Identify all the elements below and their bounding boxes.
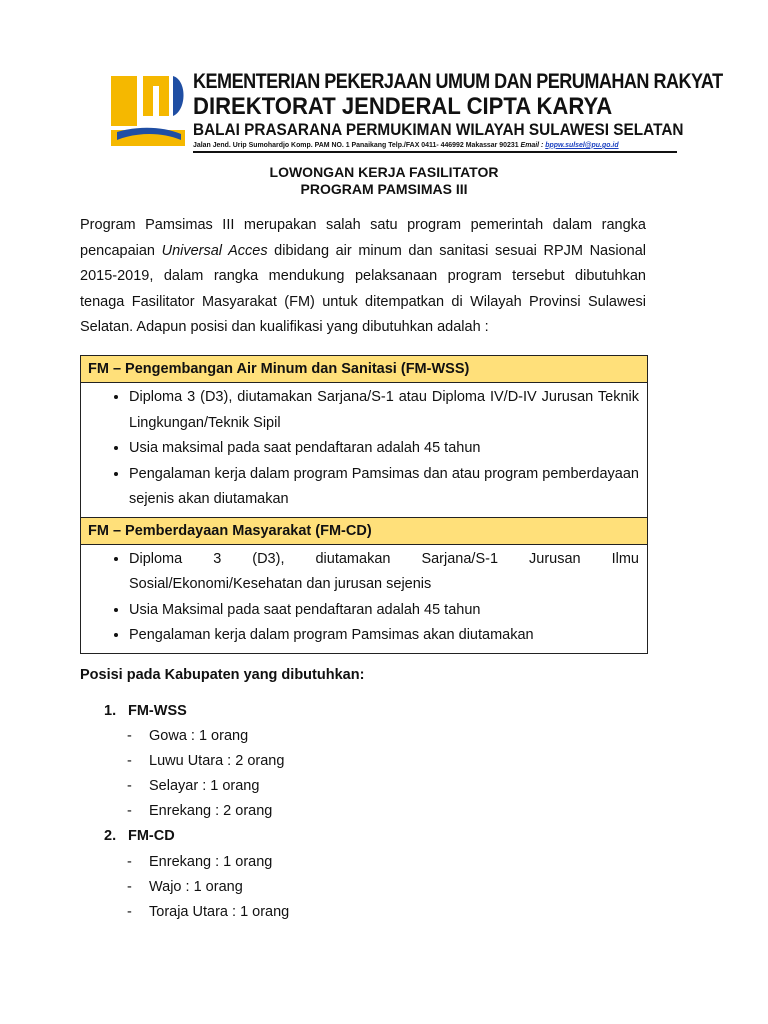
list-item: - Enrekang : 1 orang	[127, 854, 273, 870]
position-body-cd	[81, 544, 648, 653]
letterhead-divider	[193, 151, 677, 153]
list-item-text: Gowa : 1 orang	[149, 728, 249, 744]
office-address	[193, 140, 652, 150]
fm-cd-list	[127, 850, 289, 925]
list-item: - Luwu Utara : 2 orang	[127, 753, 285, 769]
ministry-logo-icon	[107, 70, 189, 150]
kabupaten-heading: Posisi pada Kabupaten yang dibutuhkan:	[80, 667, 365, 683]
position-header-wss: FM – Pengembangan Air Minum dan Sanitasi (FM-WSS)	[81, 356, 648, 383]
list-item-text: Luwu Utara : 2 orang	[149, 753, 285, 769]
requirement-item: • Pengalaman kerja dalam program Pamsimas dan atau program pemberdayaan sejenis akan diutamakan	[129, 462, 639, 513]
requirement-item: • Usia maksimal pada saat pendaftaran adalah 45 tahun	[129, 436, 639, 462]
section-fm-wss	[104, 703, 187, 719]
section-number: 1.	[104, 703, 117, 719]
list-item-text: Enrekang : 1 orang	[149, 854, 273, 870]
letterhead-text	[193, 70, 723, 150]
list-item: - Selayar : 1 orang	[127, 778, 260, 794]
position-body-wss	[81, 383, 648, 518]
requirement-item: • Pengalaman kerja dalam program Pamsimas akan diutamakan	[129, 623, 639, 649]
section-fm-cd	[104, 828, 175, 844]
list-item: - Wajo : 1 orang	[127, 879, 243, 895]
list-item: - Enrekang : 2 orang	[127, 803, 273, 819]
requirement-item: • Diploma 3 (D3), diutamakan Sarjana/S-1 Jurusan Ilmu Sosial/Ekonomi/Kesehatan dan jurusan sejenis	[129, 547, 639, 598]
email-link[interactable]: bppw.sulsel@pu.go.id	[545, 140, 619, 149]
list-item: - Gowa : 1 orang	[127, 728, 249, 744]
section-title: FM-WSS	[128, 703, 187, 719]
address-text: Jalan Jend. Urip Sumohardjo Komp. PAM NO. 1 Panaikang Telp./FAX 0411- 446992 Makassar 90231	[193, 140, 519, 149]
document-subtitle: PROGRAM PAMSIMAS III	[300, 181, 468, 197]
intro-paragraph	[80, 213, 646, 341]
requirement-item: • Diploma 3 (D3), diutamakan Sarjana/S-1 atau Diploma IV/D-IV Jurusan Teknik Lingkungan/Teknik Sipil	[129, 385, 639, 436]
qualification-table	[80, 355, 648, 654]
section-title: FM-CD	[128, 828, 175, 844]
section-number: 2.	[104, 828, 117, 844]
directorate-name: DIREKTORAT JENDERAL CIPTA KARYA	[193, 93, 613, 120]
ministry-name: KEMENTERIAN PEKERJAAN UMUM DAN PERUMAHAN RAKYAT	[193, 70, 723, 93]
intro-italic-term: Universal Acces	[161, 242, 268, 259]
list-item-text: Selayar : 1 orang	[149, 778, 260, 794]
position-header-cd: FM – Pemberdayaan Masyarakat (FM-CD)	[81, 517, 648, 544]
list-item: - Toraja Utara : 1 orang	[127, 904, 290, 920]
list-item-text: Toraja Utara : 1 orang	[149, 904, 290, 920]
fm-wss-list	[127, 724, 284, 824]
office-name: BALAI PRASARANA PERMUKIMAN WILAYAH SULAWESI SELATAN	[193, 121, 684, 139]
intro-text-2: dibidang air minum dan sanitasi sesuai RPJM Nasional 2015-2019, dalam rangka mendukung pelaksanaan program tersebut dibutuhkan tenaga Fasilitator Masyarakat (FM) untuk ditempatkan di Wilayah Provinsi Sulawesi Selatan. Adapun posisi dan kualifikasi yang dibutuhkan adalah :	[80, 242, 646, 335]
requirement-item: • Usia Maksimal pada saat pendaftaran adalah 45 tahun	[129, 598, 639, 624]
email-label: Email :	[520, 140, 544, 149]
document-title: LOWONGAN KERJA FASILITATOR	[269, 164, 499, 180]
intro-text-1: Program Pamsimas III merupakan salah satu program pemerintah dalam rangka pencapaian	[80, 217, 646, 259]
list-item-text: Enrekang : 2 orang	[149, 803, 273, 819]
letterhead	[107, 70, 723, 154]
list-item-text: Wajo : 1 orang	[149, 879, 243, 895]
